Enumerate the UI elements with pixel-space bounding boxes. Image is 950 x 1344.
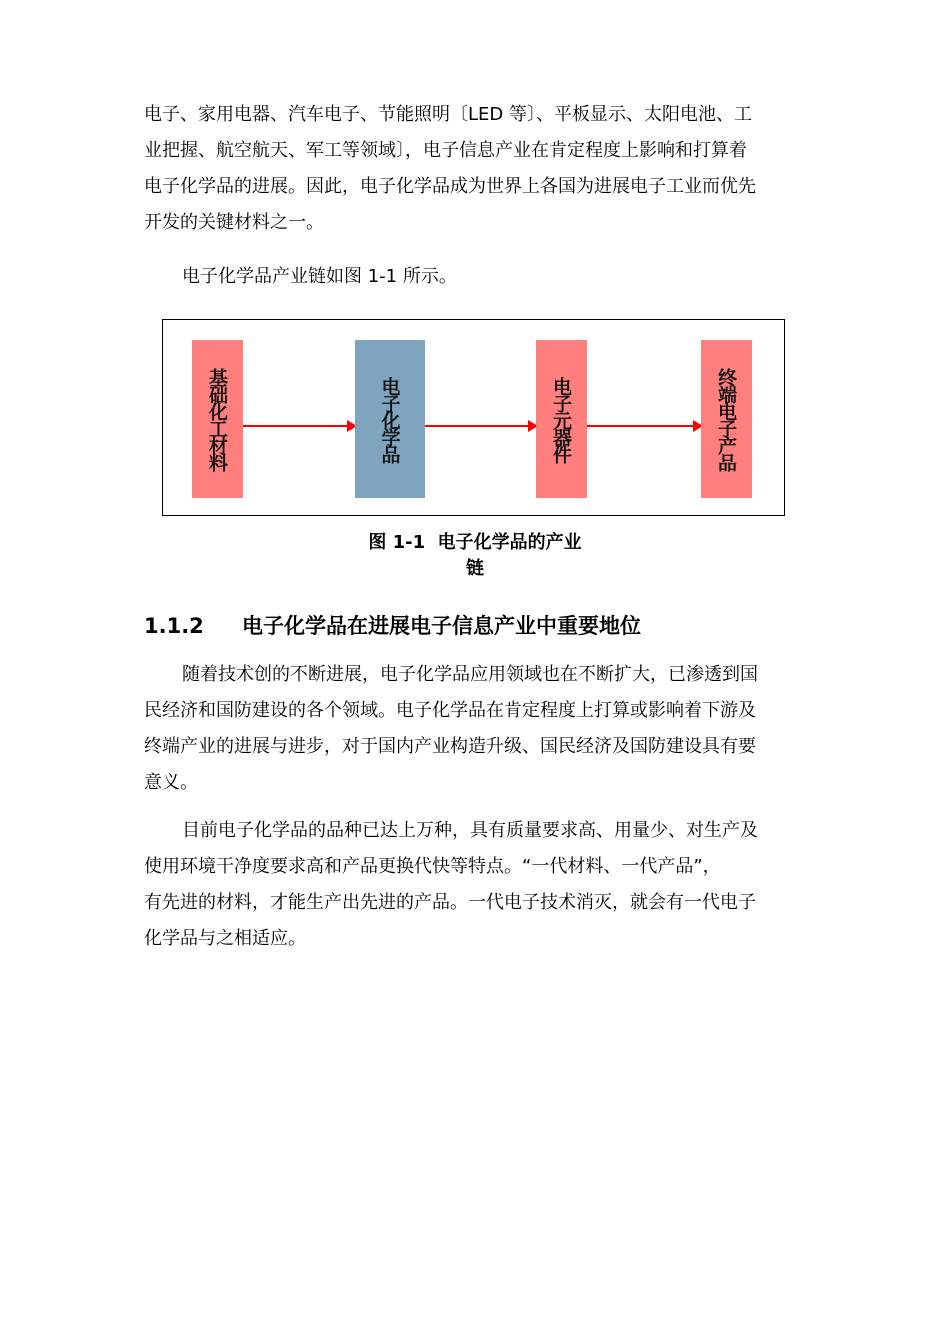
arrow-1 [243,425,355,427]
box-end-products-label: 终端电子产品 [715,368,737,470]
p1-line-3: 终端产业的进展与进步，对于国内产业构造升级、国民经济及国防建设具有要 [144,736,756,757]
body-paragraph-1 [144,657,800,801]
intro-line-4: 开发的关键材料之一。 [144,212,324,233]
intro-line-1: 电子、家用电器、汽车电子、节能照明〔LED 等〕、平板显示、太阳电池、工 [144,104,752,125]
arrow-3 [587,425,701,427]
figure-caption [350,530,600,582]
intro-paragraph [144,97,800,241]
p2-line-2: 使用环境干净度要求高和产品更换代快等特点。“一代材料、一代产品”， [144,856,721,877]
box-electronic-components-label: 电子元器件 [550,376,572,462]
p2-line-1: 目前电子化学品的品种已达上万种，具有质量要求高、用量少、对生产及 [182,820,758,841]
section-title: 电子化学品在进展电子信息产业中重要地位 [242,614,641,638]
figure-intro-line: 电子化学品产业链如图 1-1 所示。 [182,266,457,287]
figure-caption-line-1: 图 1-1 电子化学品的产业 [368,532,582,553]
box-basic-chemicals [192,340,243,498]
p1-line-4: 意义。 [144,772,198,793]
box-basic-chemicals-label: 基础化工材料 [206,368,228,470]
box-electronic-chemicals-label: 电子化学品 [378,376,401,462]
box-end-products [701,340,752,498]
p1-line-2: 民经济和国防建设的各个领域。电子化学品在肯定程度上打算或影响着下游及 [144,700,756,721]
section-heading [144,610,641,642]
p2-line-4: 化学品与之相适应。 [144,928,306,949]
intro-line-2: 业把握、航空航天、军工等领域〕，电子信息产业在肯定程度上影响和打算着 [144,140,747,161]
intro-line-3: 电子化学品的进展。因此，电子化学品成为世界上各国为进展电子工业而优先 [144,176,756,197]
body-paragraph-2 [144,813,800,957]
section-number: 1.1.2 [144,614,204,638]
box-electronic-chemicals [355,340,425,498]
arrow-2 [425,425,536,427]
figure-caption-line-2: 链 [466,558,484,579]
p1-line-1: 随着技术创的不断进展，电子化学品应用领域也在不断扩大，已渗透到国 [182,664,758,685]
industry-chain-diagram [162,319,785,516]
box-electronic-components [536,340,587,498]
figure-intro-paragraph [144,259,800,295]
p2-line-3: 有先进的材料，才能生产出先进的产品。一代电子技术消灭，就会有一代电子 [144,892,756,913]
